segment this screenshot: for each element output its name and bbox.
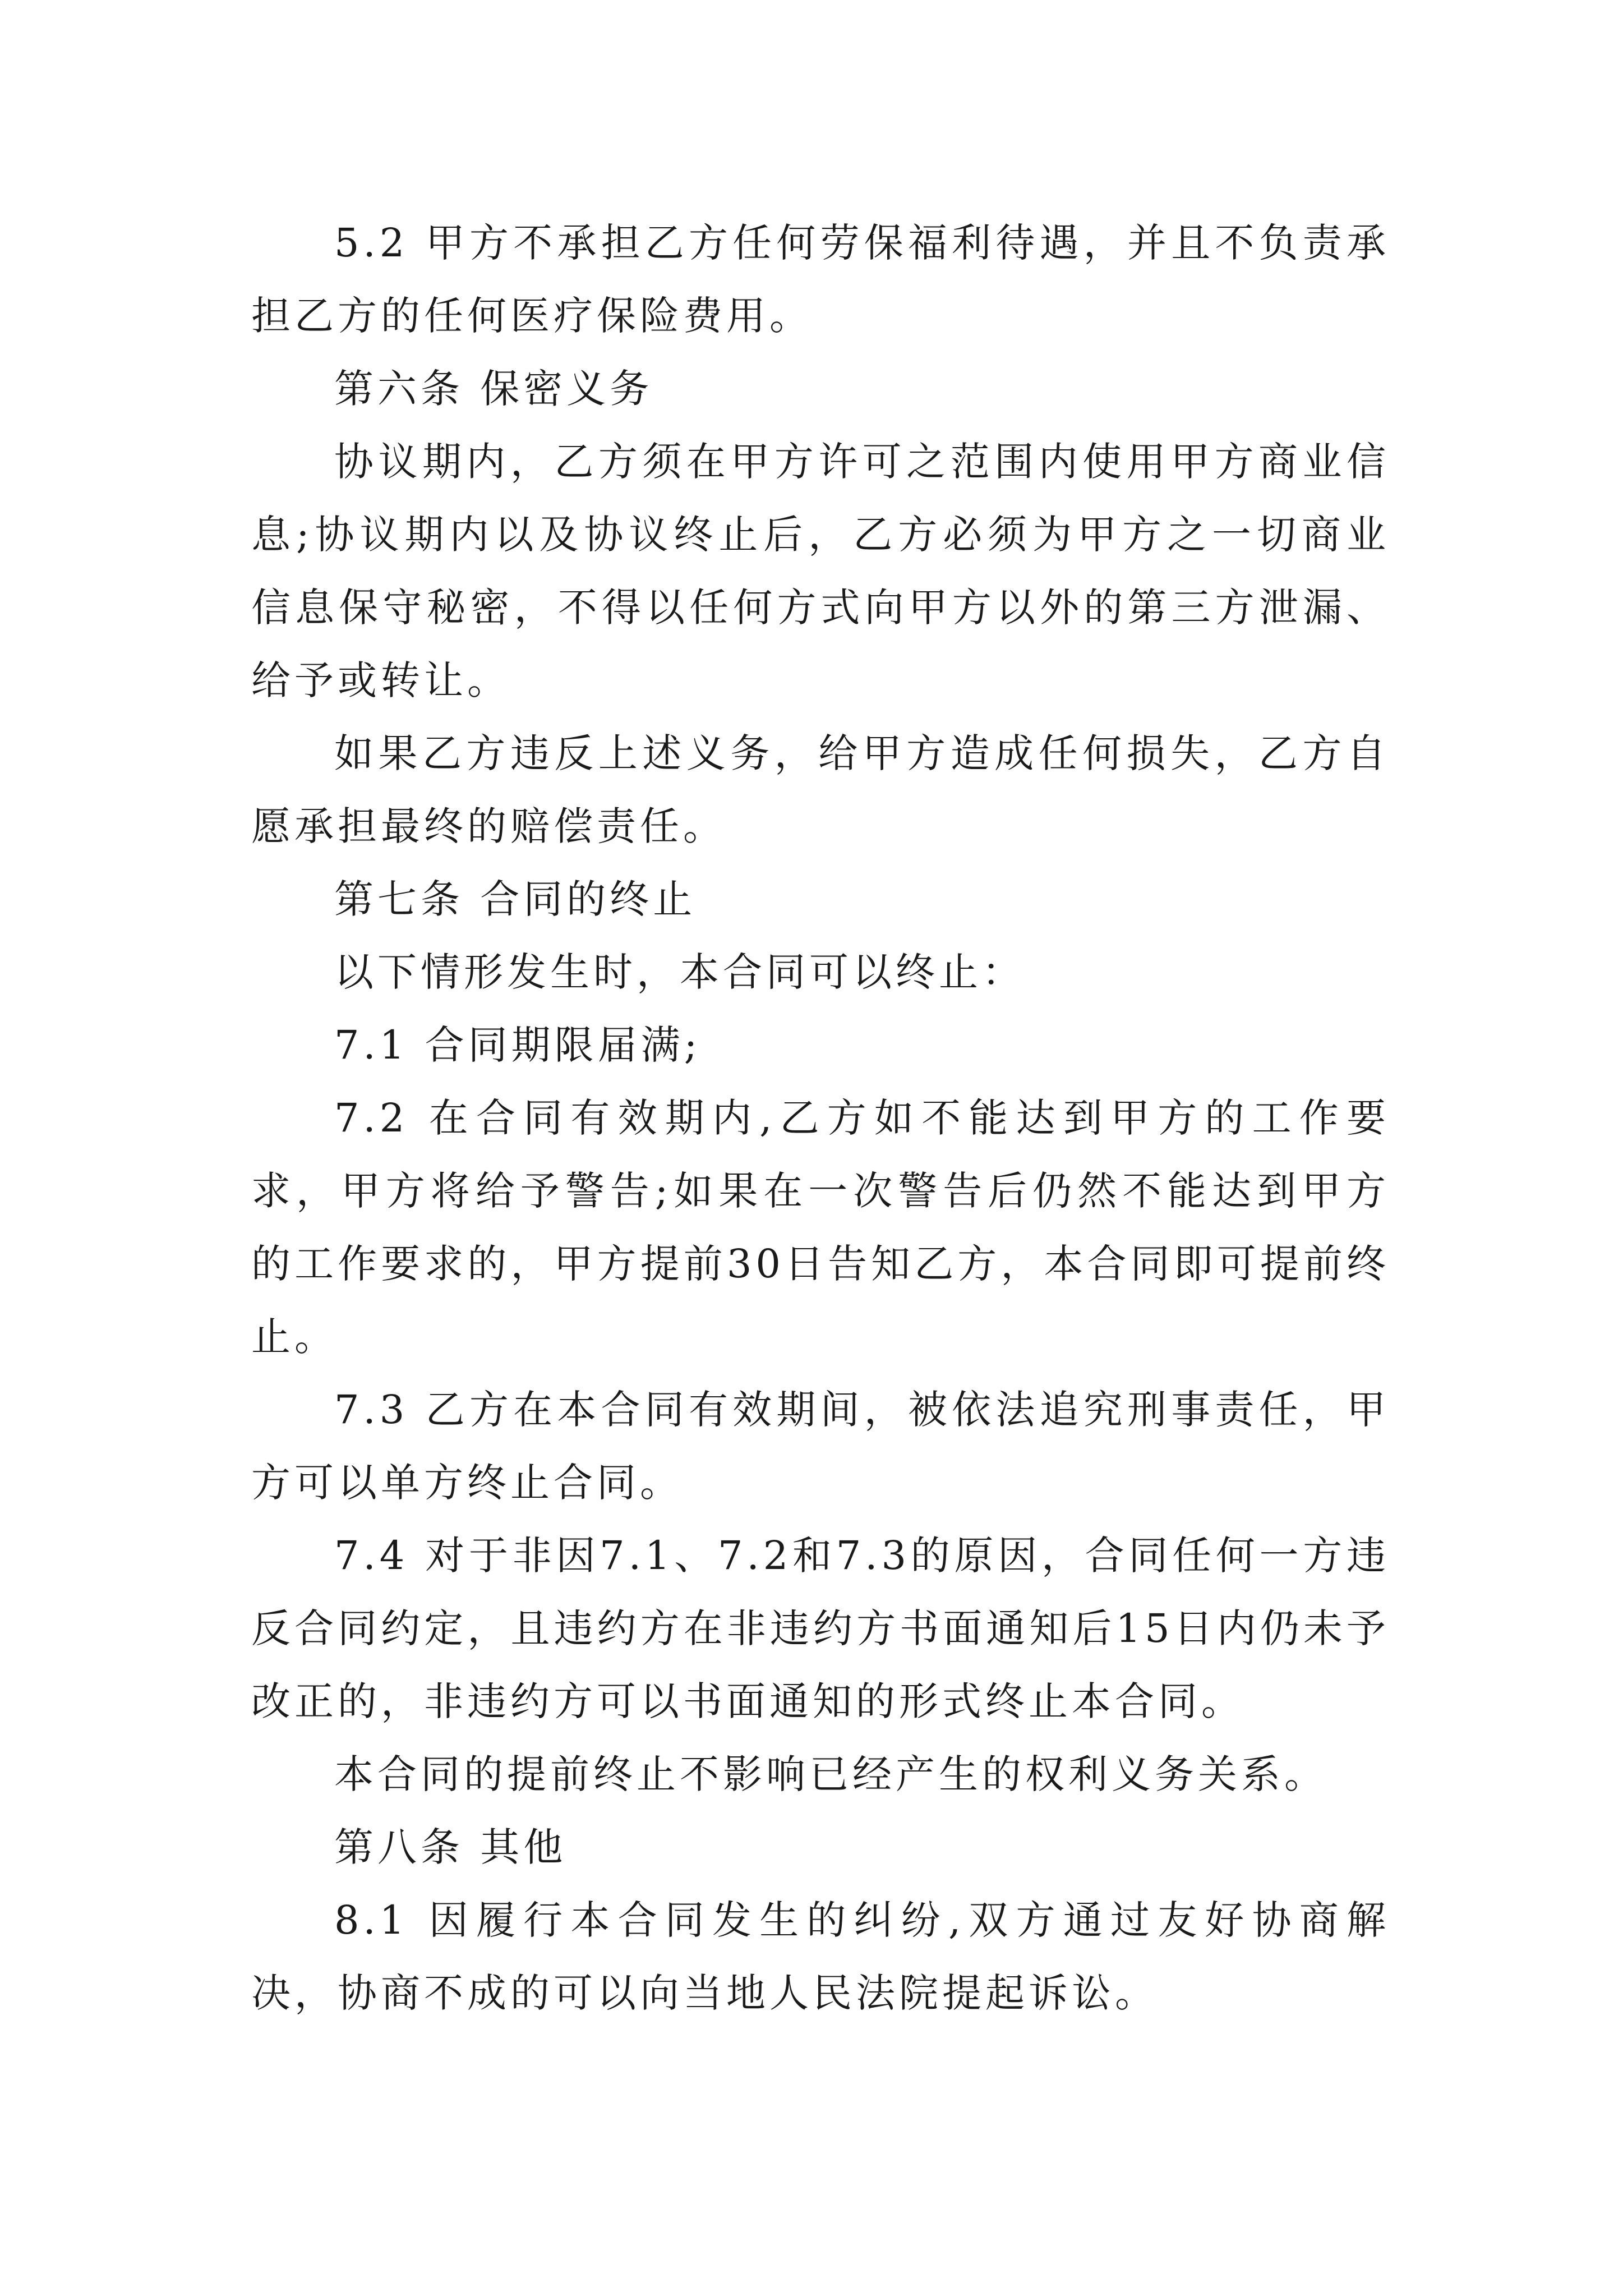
confidentiality-paragraph: 协议期内，乙方须在甲方许可之范围内使用甲方商业信息;协议期内以及协议终止后，乙方必须为甲方之一切商业信息保守秘密，不得以任何方式向甲方以外的第三方泄漏、给予或转让。 bbox=[251, 439, 1390, 703]
clause-8-1: 8.1 因履行本合同发生的纠纷,双方通过友好协商解决，协商不成的可以向当地人民法院提起诉讼。 bbox=[251, 1897, 1390, 2016]
clause-7-1: 7.1 合同期限届满; bbox=[334, 1022, 702, 1068]
clause-7-4: 7.4 对于非因7.1、7.2和7.3的原因，合同任何一方违反合同约定，且违约方在非违约方书面通知后15日内仍未予改正的，非违约方可以书面通知的形式终止本合同。 bbox=[251, 1533, 1390, 1724]
heading-article-8: 第八条 其他 bbox=[334, 1824, 567, 1870]
early-termination-note: 本合同的提前终止不影响已经产生的权利义务关系。 bbox=[334, 1751, 1327, 1797]
document-body bbox=[251, 206, 1390, 2030]
termination-intro: 以下情形发生时，本合同可以终止： bbox=[334, 949, 1025, 995]
clause-5-2: 5.2 甲方不承担乙方任何劳保福利待遇，并且不负责承担乙方的任何医疗保险费用。 bbox=[251, 220, 1390, 339]
clause-7-2: 7.2 在合同有效期内,乙方如不能达到甲方的工作要求，甲方将给予警告;如果在一次警告后仍然不能达到甲方的工作要求的，甲方提前30日告知乙方，本合同即可提前终止。 bbox=[251, 1095, 1390, 1360]
clause-7-3: 7.3 乙方在本合同有效期间，被依法追究刑事责任，甲方可以单方终止合同。 bbox=[251, 1387, 1390, 1506]
heading-article-6: 第六条 保密义务 bbox=[334, 366, 653, 412]
heading-article-7: 第七条 合同的终止 bbox=[334, 876, 697, 922]
liability-paragraph: 如果乙方违反上述义务，给甲方造成任何损失，乙方自愿承担最终的赔偿责任。 bbox=[251, 730, 1390, 849]
